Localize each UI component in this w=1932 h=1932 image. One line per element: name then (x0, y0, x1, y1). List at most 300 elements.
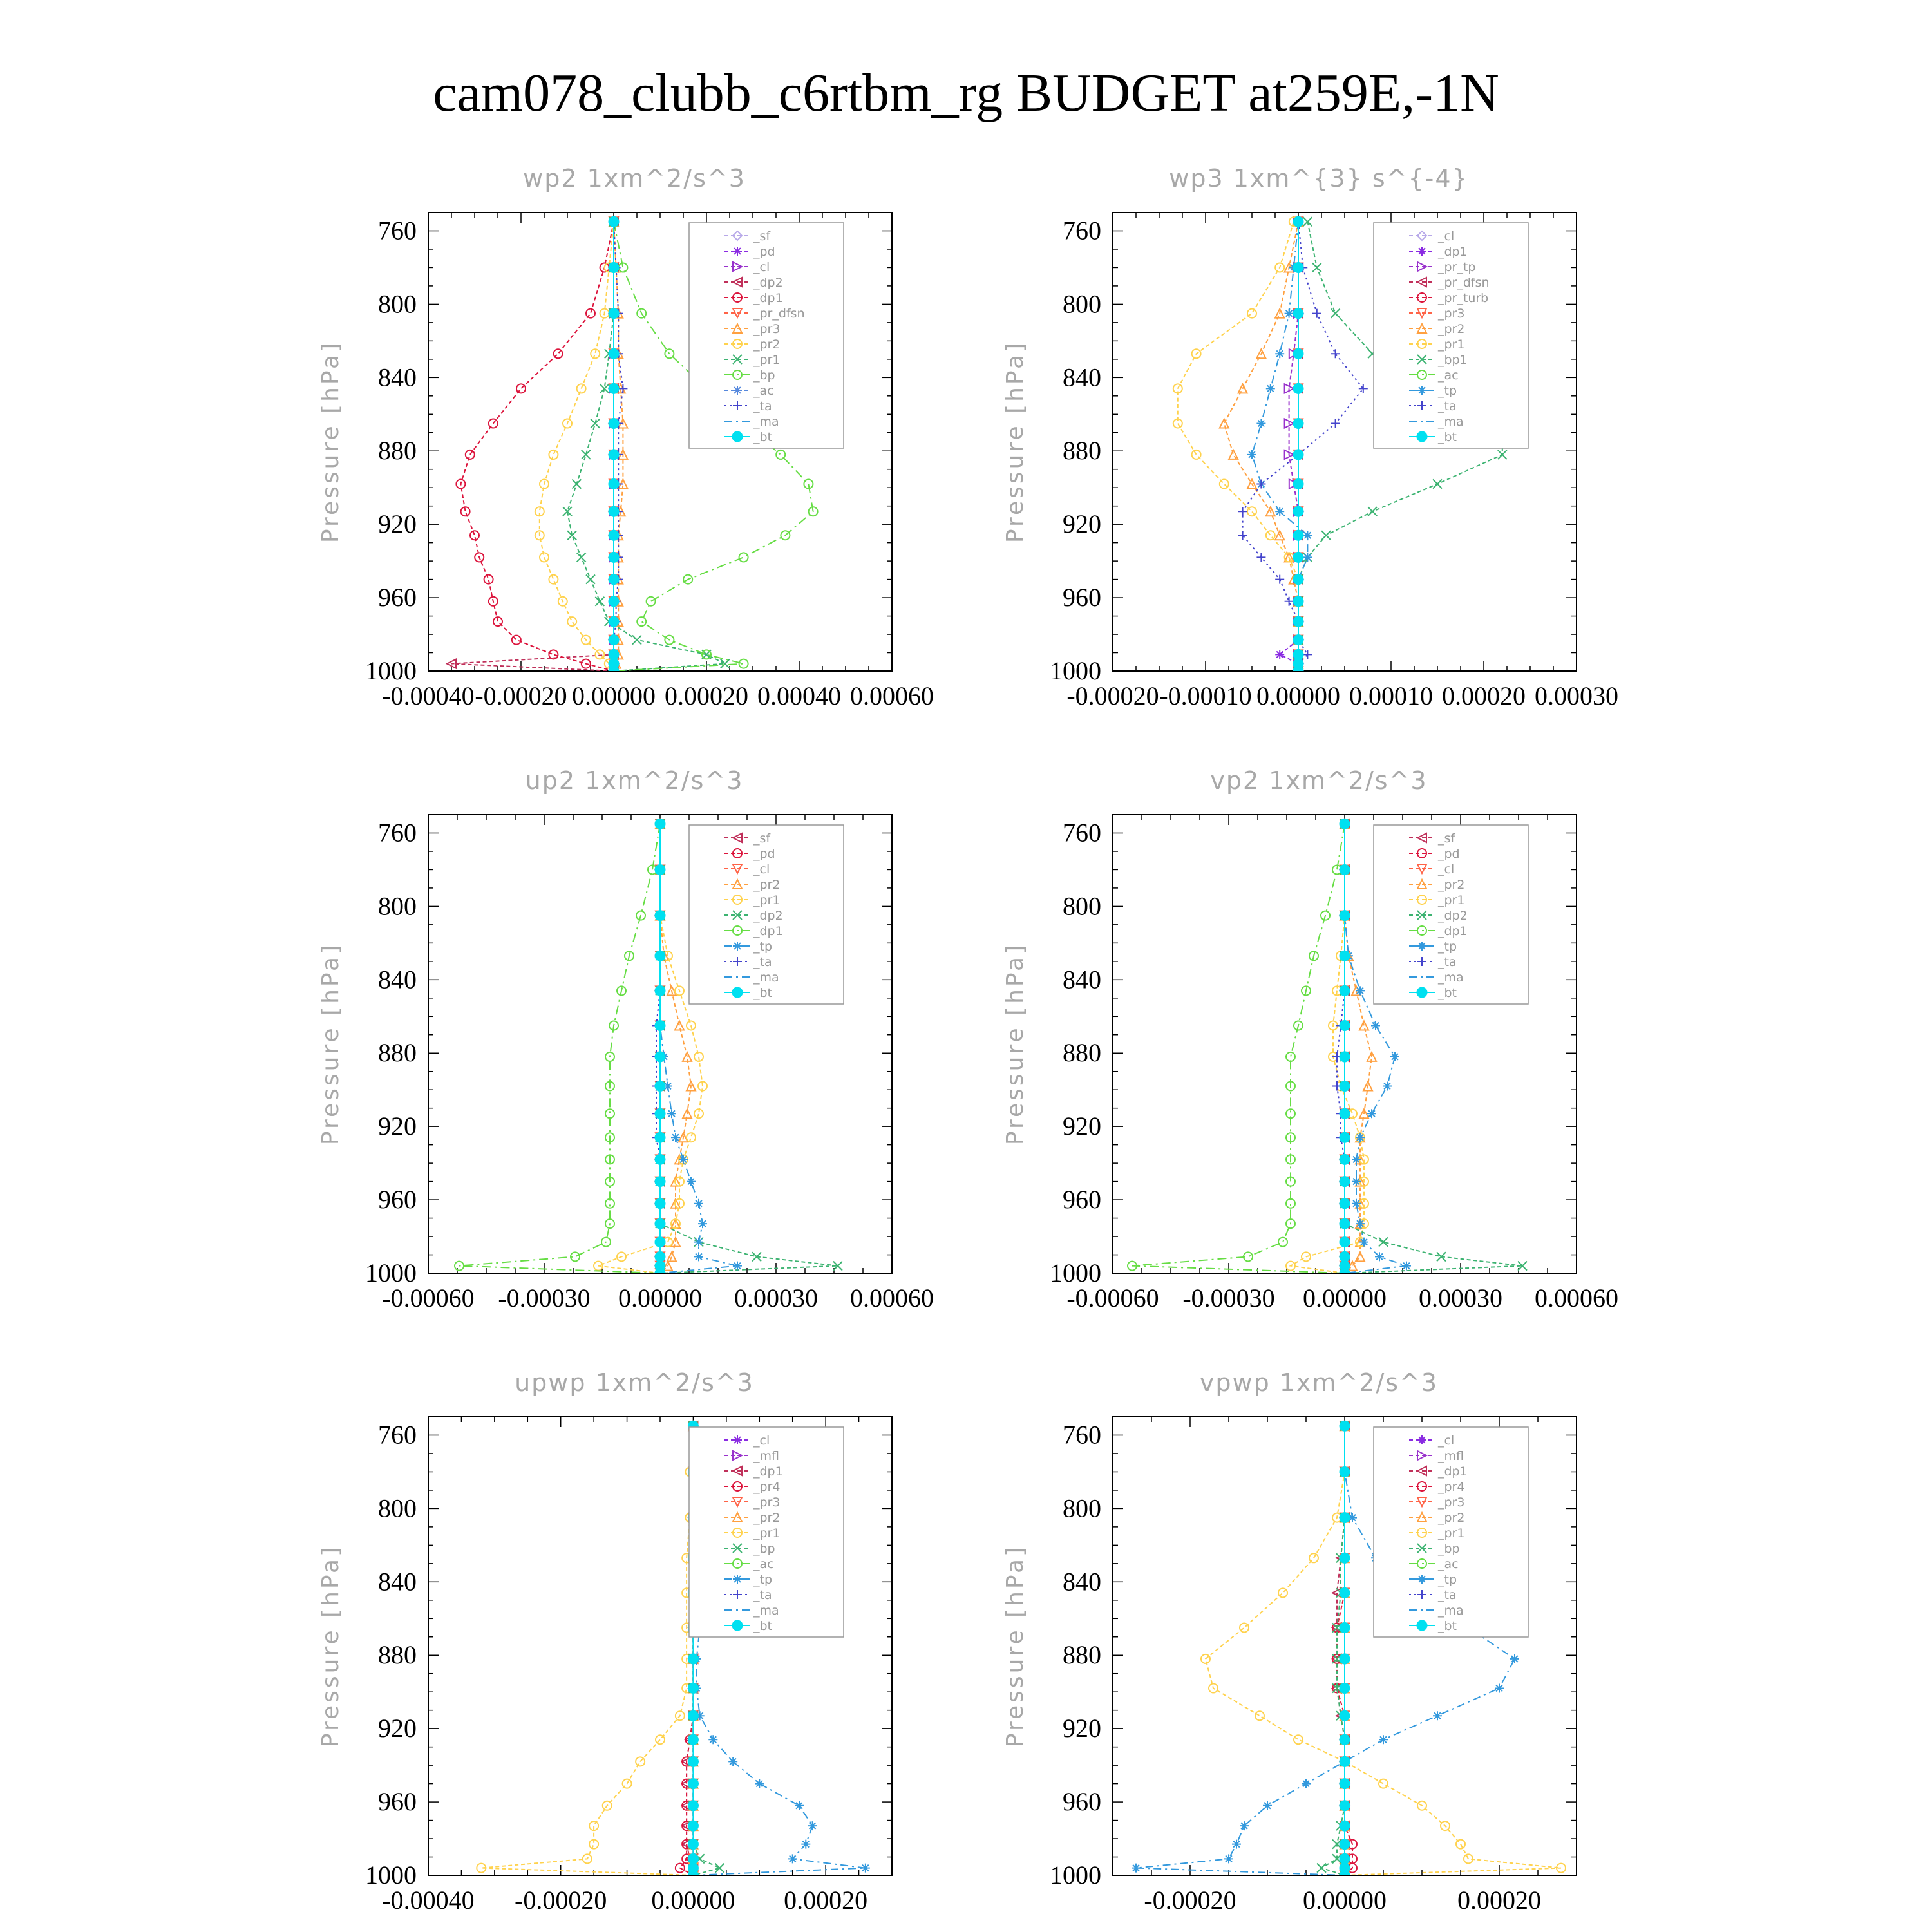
data-point (1340, 864, 1350, 875)
x-tick-label: -0.00020 (515, 1886, 607, 1915)
legend-label: _pr3 (753, 1495, 781, 1510)
y-tick-label: 840 (1063, 363, 1101, 392)
y-tick-label: 760 (378, 818, 417, 848)
data-point (1340, 1683, 1350, 1694)
data-point (694, 1199, 703, 1208)
data-point (1340, 1853, 1350, 1864)
legend-label: _dp2 (753, 909, 783, 923)
data-point (1302, 1779, 1311, 1788)
legend-label: _pd (753, 847, 775, 861)
data-point (688, 1756, 698, 1766)
x-tick-label: 0.00060 (850, 681, 934, 710)
y-tick-label: 1000 (1050, 1258, 1101, 1287)
data-point (1293, 450, 1303, 460)
x-tick-label: -0.00030 (1182, 1283, 1275, 1312)
legend-label: _dp2 (753, 276, 783, 290)
y-tick-label: 880 (378, 1038, 417, 1068)
panel-title: up2 1xm^2/s^3 (525, 766, 744, 795)
y-tick-label: 920 (1063, 1714, 1101, 1743)
data-point (1293, 530, 1303, 540)
legend-label: _pr2 (753, 337, 781, 352)
data-point (861, 1864, 870, 1873)
data-point (1132, 1864, 1141, 1873)
legend-marker (733, 247, 742, 256)
data-point (1352, 1177, 1361, 1186)
panel-title: vp2 1xm^2/s^3 (1210, 766, 1428, 795)
data-point (655, 951, 665, 961)
data-point (609, 530, 619, 540)
data-point (655, 1108, 665, 1119)
data-point (609, 649, 619, 659)
data-point (1293, 635, 1303, 645)
figure-title: cam078_clubb_c6rtbm_rg BUDGET at259E,-1N (433, 63, 1499, 123)
y-tick-label: 960 (1063, 1787, 1101, 1817)
legend-marker (1417, 987, 1427, 998)
y-tick-label: 880 (1063, 1640, 1101, 1670)
panel-title: vpwp 1xm^2/s^3 (1199, 1368, 1439, 1397)
data-point (688, 1654, 698, 1664)
x-tick-label: 0.00000 (572, 681, 656, 710)
legend-label: _cl (753, 1434, 770, 1448)
legend (1374, 223, 1528, 448)
legend-label: _pr3 (1438, 1495, 1465, 1510)
y-axis-label: Pressure [hPa] (317, 340, 344, 544)
data-point (1340, 1154, 1350, 1164)
data-point (609, 216, 619, 227)
data-point (1340, 1237, 1350, 1247)
legend-marker (732, 987, 743, 998)
data-point (1293, 506, 1303, 516)
data-point (655, 1154, 665, 1164)
data-point (1340, 1654, 1350, 1664)
data-point (687, 1177, 696, 1186)
panel-title: wp2 1xm^2/s^3 (523, 164, 746, 193)
data-point (728, 1757, 737, 1766)
y-tick-label: 920 (378, 509, 417, 539)
data-point (1293, 308, 1303, 319)
legend-label: _pr_turb (1438, 291, 1489, 305)
data-point (1340, 1821, 1350, 1831)
data-point (655, 911, 665, 921)
x-tick-label: 0.00060 (850, 1283, 934, 1312)
legend-marker (733, 942, 742, 951)
x-tick-label: 0.00000 (651, 1886, 735, 1915)
data-point (1340, 819, 1350, 829)
data-point (1293, 596, 1303, 607)
y-tick-label: 800 (1063, 289, 1101, 319)
data-point (1510, 1654, 1519, 1663)
legend-label: _dp1 (753, 924, 783, 938)
legend-label: _sf (753, 831, 771, 846)
data-point (655, 1237, 665, 1247)
legend-label: _pr_tp (1438, 260, 1476, 274)
legend-marker (1417, 247, 1426, 256)
legend-label: _ma (753, 415, 779, 429)
legend-label: _ta (753, 955, 772, 969)
legend-label: _cl (753, 260, 770, 274)
legend-label: _dp1 (1438, 245, 1468, 259)
legend-label: _pr_dfsn (753, 307, 805, 321)
x-tick-label: 0.00030 (734, 1283, 818, 1312)
data-point (1340, 1052, 1350, 1062)
x-tick-label: 0.00000 (1256, 681, 1340, 710)
y-axis-label: Pressure [hPa] (317, 942, 344, 1146)
y-tick-label: 880 (1063, 436, 1101, 466)
data-point (1240, 1821, 1249, 1830)
data-point (694, 1238, 703, 1247)
legend-label: _dp1 (1438, 1464, 1468, 1479)
data-point (688, 1779, 698, 1789)
data-point (655, 1177, 665, 1187)
data-point (1340, 1251, 1350, 1262)
legend-marker (1417, 386, 1426, 395)
x-tick-label: 0.00000 (1303, 1283, 1387, 1312)
legend (689, 1427, 844, 1637)
data-point (667, 1109, 676, 1118)
data-point (1293, 479, 1303, 489)
data-point (1340, 951, 1350, 961)
legend-label: _pr1 (753, 893, 781, 907)
data-point (1340, 1734, 1350, 1745)
data-point (1402, 1262, 1411, 1271)
data-point (1293, 262, 1303, 272)
legend-label: _bp (1438, 1542, 1460, 1556)
panel-title: upwp 1xm^2/s^3 (515, 1368, 754, 1397)
x-tick-label: -0.00060 (382, 1283, 475, 1312)
data-point (655, 985, 665, 996)
x-tick-label: -0.00030 (498, 1283, 591, 1312)
data-point (1293, 552, 1303, 562)
legend (689, 223, 844, 448)
y-axis-label: Pressure [hPa] (1002, 340, 1028, 544)
y-tick-label: 960 (378, 583, 417, 612)
legend-label: _ma (1438, 415, 1464, 429)
data-point (1340, 1756, 1350, 1766)
legend (689, 825, 844, 1004)
data-point (1340, 1623, 1350, 1633)
legend-label: _mfl (1438, 1449, 1464, 1463)
y-tick-label: 960 (1063, 1185, 1101, 1215)
y-tick-label: 960 (378, 1185, 417, 1215)
data-point (609, 308, 619, 319)
legend-marker (733, 1435, 742, 1444)
data-point (1340, 1132, 1350, 1142)
x-tick-label: 0.00000 (1303, 1886, 1387, 1915)
data-point (609, 348, 619, 359)
y-tick-label: 840 (378, 965, 417, 994)
data-point (609, 450, 619, 460)
data-point (609, 506, 619, 516)
y-tick-label: 840 (1063, 965, 1101, 994)
legend-label: _pr3 (1438, 307, 1465, 321)
data-point (609, 552, 619, 562)
data-point (609, 596, 619, 607)
data-point (1263, 1801, 1272, 1810)
y-tick-label: 760 (1063, 818, 1101, 848)
y-tick-label: 760 (378, 216, 417, 245)
data-point (655, 1021, 665, 1031)
data-point (1340, 1081, 1350, 1092)
data-point (609, 616, 619, 627)
legend-label: _pr2 (1438, 1511, 1465, 1525)
data-point (655, 1081, 665, 1092)
legend-label: _bt (1438, 430, 1457, 444)
y-tick-label: 840 (378, 363, 417, 392)
data-point (655, 1198, 665, 1209)
data-point (1340, 911, 1350, 921)
legend-label: _sf (1438, 831, 1455, 846)
data-point (1285, 309, 1294, 318)
y-tick-label: 1000 (1050, 1861, 1101, 1889)
y-tick-label: 920 (378, 1714, 417, 1743)
data-point (1340, 1177, 1350, 1187)
legend-label: _bt (753, 986, 773, 1000)
y-tick-label: 880 (378, 1640, 417, 1670)
y-tick-label: 840 (378, 1567, 417, 1596)
data-point (1224, 1854, 1233, 1863)
legend-label: _cl (1438, 862, 1455, 876)
y-tick-label: 920 (1063, 509, 1101, 539)
data-point (1371, 1021, 1380, 1030)
data-point (1390, 1052, 1399, 1061)
legend-label: _bp1 (1438, 353, 1468, 367)
y-tick-label: 760 (1063, 216, 1101, 245)
legend-label: _pr1 (753, 1526, 781, 1540)
legend-marker (1417, 1435, 1426, 1444)
data-point (1352, 1199, 1361, 1208)
legend-marker (732, 431, 743, 442)
data-point (655, 1251, 665, 1262)
legend-label: _ma (1438, 1604, 1464, 1618)
legend-label: _ac (1438, 368, 1459, 383)
data-point (1340, 1710, 1350, 1721)
legend-label: _pr1 (753, 353, 781, 367)
data-point (609, 383, 619, 393)
legend-label: _bt (753, 1619, 773, 1633)
x-tick-label: 0.00020 (665, 681, 748, 710)
data-point (688, 1710, 698, 1721)
data-point (1340, 1839, 1350, 1850)
data-point (688, 1734, 698, 1745)
data-point (609, 262, 619, 272)
legend-label: _pr1 (1438, 337, 1465, 352)
legend-label: _bt (753, 430, 773, 444)
legend-label: _ta (1438, 1588, 1457, 1602)
legend-label: _ac (753, 384, 774, 398)
x-tick-label: 0.00030 (1419, 1283, 1502, 1312)
y-tick-label: 800 (1063, 1493, 1101, 1523)
y-tick-label: 920 (378, 1112, 417, 1141)
y-tick-label: 760 (378, 1420, 417, 1450)
legend-label: _pr2 (1438, 322, 1465, 336)
data-point (1340, 1218, 1350, 1229)
x-tick-label: 0.00020 (1442, 681, 1526, 710)
data-point (1359, 1238, 1368, 1247)
data-point (795, 1801, 804, 1810)
legend (1374, 825, 1528, 1004)
legend-label: _pr1 (1438, 1526, 1465, 1540)
data-point (1340, 1021, 1350, 1031)
legend (1374, 1427, 1528, 1637)
y-tick-label: 760 (1063, 1420, 1101, 1450)
x-tick-label: 0.00020 (1457, 1886, 1541, 1915)
data-point (609, 479, 619, 489)
legend-marker (1417, 1620, 1427, 1631)
legend-marker (1417, 431, 1427, 442)
x-tick-label: 0.00010 (1349, 681, 1433, 710)
y-axis-label: Pressure [hPa] (1002, 1544, 1028, 1748)
legend-label: _cl (753, 862, 770, 876)
y-tick-label: 800 (378, 289, 417, 319)
y-tick-label: 840 (1063, 1567, 1101, 1596)
data-point (1293, 348, 1303, 359)
data-point (655, 1132, 665, 1142)
x-tick-label: -0.00020 (475, 681, 567, 710)
x-tick-label: 0.00040 (757, 681, 841, 710)
legend-label: _cl (1438, 229, 1455, 243)
data-point (1379, 1735, 1388, 1744)
x-tick-label: 0.00020 (784, 1886, 868, 1915)
legend-marker (733, 386, 742, 395)
legend-label: _pr3 (753, 322, 781, 336)
legend-label: _ta (1438, 955, 1457, 969)
legend-label: _tp (1438, 1573, 1457, 1587)
legend-label: _ta (753, 1588, 772, 1602)
x-tick-label: -0.00060 (1066, 1283, 1159, 1312)
y-tick-label: 800 (1063, 891, 1101, 921)
x-tick-label: 0.00060 (1535, 1283, 1618, 1312)
data-point (1383, 1082, 1392, 1091)
data-point (1293, 574, 1303, 585)
legend-label: _dp1 (753, 291, 783, 305)
y-tick-label: 800 (378, 1493, 417, 1523)
legend-label: _dp2 (1438, 909, 1468, 923)
data-point (655, 1052, 665, 1062)
legend-label: _pr4 (1438, 1480, 1465, 1494)
legend-label: _tp (753, 1573, 773, 1587)
data-point (1340, 1513, 1350, 1523)
x-tick-label: -0.00040 (382, 681, 475, 710)
legend-label: _pr4 (753, 1480, 781, 1494)
data-point (609, 635, 619, 645)
data-point (1356, 1219, 1365, 1228)
data-point (688, 1683, 698, 1694)
legend-marker (732, 1620, 743, 1631)
legend-label: _pr1 (1438, 893, 1465, 907)
legend-label: _tp (1438, 384, 1457, 398)
legend-label: _ma (753, 1604, 779, 1618)
y-tick-label: 1000 (365, 1861, 417, 1889)
data-point (688, 1839, 698, 1850)
legend-label: _pr2 (753, 1511, 781, 1525)
data-point (698, 1219, 707, 1228)
legend-label: _pd (753, 245, 775, 259)
data-point (1433, 1711, 1442, 1720)
x-tick-label: -0.00040 (382, 1886, 475, 1915)
data-point (1340, 1587, 1350, 1598)
legend-label: _pr2 (1438, 878, 1465, 892)
data-point (1495, 1684, 1504, 1693)
data-point (1340, 1198, 1350, 1209)
legend-label: _pr2 (753, 878, 781, 892)
legend-label: _ma (1438, 971, 1464, 985)
legend-label: _ta (753, 399, 772, 413)
x-tick-label: 0.00000 (618, 1283, 702, 1312)
legend-label: _bt (1438, 1619, 1457, 1633)
data-point (688, 1801, 698, 1811)
x-tick-label: -0.00010 (1159, 681, 1252, 710)
legend-label: _pd (1438, 847, 1460, 861)
y-tick-label: 880 (378, 436, 417, 466)
data-point (609, 574, 619, 585)
legend-label: _ac (753, 1557, 774, 1571)
y-tick-label: 1000 (365, 1258, 417, 1287)
data-point (688, 1853, 698, 1864)
panel-title: wp3 1xm^{3} s^{-4} (1169, 164, 1469, 193)
data-point (655, 819, 665, 829)
x-tick-label: -0.00020 (1144, 1886, 1236, 1915)
legend-label: _bt (1438, 986, 1457, 1000)
data-point (1340, 1553, 1350, 1563)
data-point (655, 1218, 665, 1229)
legend-label: _bp (753, 1542, 775, 1556)
legend-marker (1417, 1575, 1426, 1584)
data-point (1340, 985, 1350, 996)
legend-label: _tp (1438, 940, 1457, 954)
x-tick-label: -0.00020 (1066, 681, 1159, 710)
legend-label: _bp (753, 368, 775, 383)
data-point (1340, 1108, 1350, 1119)
data-point (1293, 216, 1303, 227)
data-point (1232, 1840, 1241, 1849)
y-axis-label: Pressure [hPa] (317, 1544, 344, 1748)
legend-marker (1417, 942, 1426, 951)
legend-label: _pr_dfsn (1438, 276, 1490, 290)
data-point (655, 864, 665, 875)
legend-label: _sf (753, 229, 771, 243)
legend-label: _dp1 (753, 1464, 783, 1479)
y-tick-label: 1000 (365, 656, 417, 685)
data-point (1340, 1466, 1350, 1477)
legend-label: _mfl (753, 1449, 779, 1463)
legend-label: _ta (1438, 399, 1457, 413)
data-point (1293, 649, 1303, 659)
data-point (1340, 1421, 1350, 1431)
data-point (733, 1262, 742, 1271)
y-tick-label: 1000 (1050, 656, 1101, 685)
y-tick-label: 880 (1063, 1038, 1101, 1068)
legend-label: _tp (753, 940, 773, 954)
y-axis-label: Pressure [hPa] (1002, 942, 1028, 1146)
data-point (1340, 1779, 1350, 1789)
y-tick-label: 960 (1063, 583, 1101, 612)
legend-label: _ac (1438, 1557, 1459, 1571)
data-point (609, 419, 619, 429)
y-tick-label: 800 (378, 891, 417, 921)
x-tick-label: 0.00030 (1535, 681, 1618, 710)
legend-label: _ma (753, 971, 779, 985)
legend-marker (733, 1575, 742, 1584)
data-point (1367, 1109, 1376, 1118)
data-point (808, 1821, 817, 1830)
data-point (1293, 383, 1303, 393)
data-point (1340, 1801, 1350, 1811)
y-tick-label: 960 (378, 1787, 417, 1817)
legend-label: _dp1 (1438, 924, 1468, 938)
data-point (1293, 616, 1303, 627)
data-point (688, 1821, 698, 1831)
y-tick-label: 920 (1063, 1112, 1101, 1141)
